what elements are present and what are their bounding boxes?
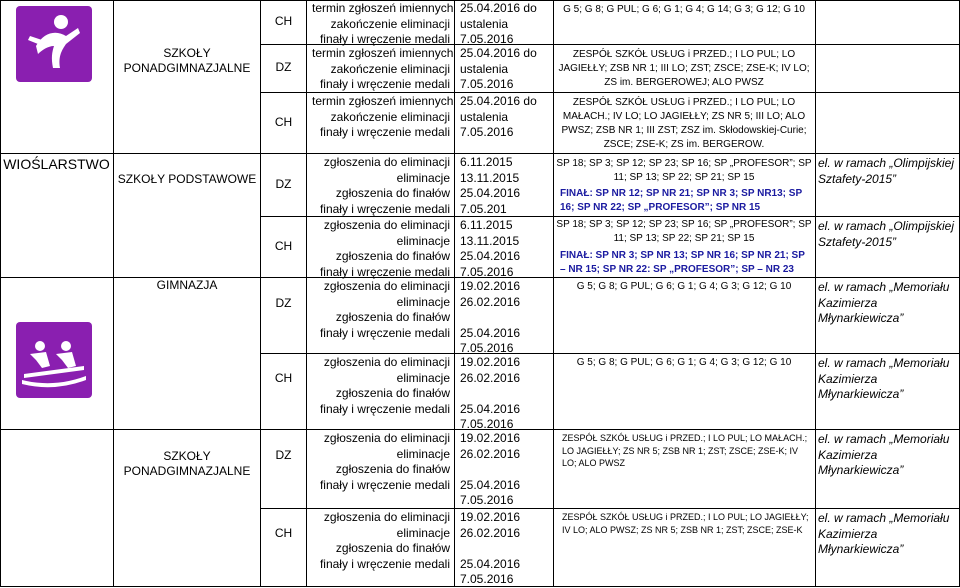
stage-item: zgłoszenia do finałów (335, 462, 450, 476)
gender-label: DZ (275, 60, 292, 75)
level-label: SZKOŁY PONADGIMNAZJALNE (123, 448, 251, 478)
date-item: 7.05.2016 (460, 341, 514, 355)
date-item: 25.04.2016 do (460, 94, 537, 108)
dates-list (460, 155, 550, 217)
level-label: SZKOŁY PONADGIMNAZJALNE (123, 45, 251, 75)
stage-item: zgłoszenia do eliminacji (323, 279, 450, 293)
date-item (460, 462, 550, 478)
col-divider (0, 0, 1, 587)
date-item: 6.11.2015 (460, 155, 513, 169)
dates-list (460, 510, 550, 588)
date-item: 25.04.2016 (460, 249, 521, 263)
stages-list (312, 279, 450, 341)
stage-item: zgłoszenia do eliminacji (323, 510, 450, 524)
stage-item: termin zgłoszeń imiennych (312, 94, 454, 108)
participants-text: G 5; G 8; G PUL; G 6; G 1; G 4; G 14; G 3; G 12; G 10 (563, 4, 805, 15)
stage-item: zgłoszenia do eliminacji (323, 431, 450, 445)
stages-list (312, 94, 454, 141)
stage-item: zakończenie eliminacji (330, 16, 450, 31)
gender-label: DZ (275, 176, 292, 191)
date-item: 7.05.2016 (460, 572, 514, 586)
gender-label: DZ (275, 448, 292, 463)
date-item: 7.05.2016 (460, 32, 514, 46)
final-text: FINAŁ: SP NR 3; SP NR 13; SP NR 16; SP NR 21; SP – NR 15; SP NR 22: SP „PROFESOR”; SP – NR 23 (560, 250, 805, 275)
date-item: 7.05.2016 (460, 417, 514, 431)
dates-list (460, 218, 550, 280)
date-item: 6.11.2015 (460, 218, 513, 232)
stage-item: eliminacje (396, 446, 450, 461)
stage-item: zgłoszenia do finałów (335, 186, 450, 200)
stage-item: zgłoszenia do finałów (335, 310, 450, 324)
date-item: 19.02.2016 (460, 431, 521, 445)
stage-item: finały i wręczenie medali (319, 477, 450, 492)
participants-text: SP 18; SP 3; SP 12; SP 23; SP 16; SP „PROFESOR”; SP 11; SP 13; SP 22; SP 21; SP 15 (556, 158, 812, 183)
col-divider (454, 0, 455, 587)
date-item: 7.05.2016 (460, 77, 514, 91)
date-item: ustalenia (460, 16, 509, 31)
stage-item: zakończenie eliminacji (330, 109, 450, 124)
stage-item: finały i wręczenie medali (319, 556, 450, 571)
stages-list (312, 355, 450, 417)
participants-text: G 5; G 8; G PUL; G 6; G 1; G 4; G 3; G 12; G 10 (576, 357, 792, 368)
remarks-text: el. w ramach „Memoriału Kazimierza Młynarkiewicza” (818, 432, 950, 477)
date-item: 25.04.2016 (460, 477, 521, 492)
remarks-text: el. w ramach „Memoriału Kazimierza Młynarkiewicza” (818, 511, 950, 556)
stage-item: eliminacje (396, 294, 450, 309)
col-divider (815, 0, 816, 587)
date-item: 7.05.2016 (460, 125, 514, 139)
remarks-text: el. w ramach „Olimpijskiej Sztafety-2015” (818, 156, 955, 186)
date-item: 7.05.2016 (460, 493, 514, 507)
gender-label: DZ (275, 295, 292, 310)
stage-item: eliminacje (396, 525, 450, 540)
rowing-logo-icon (16, 322, 92, 398)
stage-item: finały i wręczenie medali (319, 401, 450, 416)
level-label: SZKOŁY PODSTAWOWE (117, 172, 257, 187)
participants-text: SP 18; SP 3; SP 12; SP 23; SP 16; SP „PROFESOR”; SP 11; SP 13; SP 22; SP 21; SP 15 (556, 219, 812, 244)
date-item: 7.05.201 (460, 201, 507, 216)
gender-label: CH (274, 114, 293, 129)
stages-list (312, 218, 450, 280)
date-item: 7.05.2016 (460, 264, 514, 279)
date-item: 25.04.2016 (460, 556, 521, 571)
stage-item: zgłoszenia do eliminacji (323, 355, 450, 369)
dates-list (460, 1, 550, 48)
stage-item: finały i wręczenie medali (319, 264, 450, 279)
remarks-text: el. w ramach „Memoriału Kazimierza Młynarkiewicza” (818, 280, 950, 325)
gender-label: CH (274, 371, 293, 386)
stage-item: zgłoszenia do finałów (335, 541, 450, 555)
stage-item: termin zgłoszeń imiennych (312, 1, 454, 15)
dates-list (460, 355, 550, 433)
stage-item: eliminacje (396, 170, 450, 185)
date-item: 26.02.2016 (460, 370, 521, 385)
stage-item: finały i wręczenie medali (319, 77, 450, 91)
stage-item: eliminacje (396, 233, 450, 248)
stage-item: zgłoszenia do finałów (335, 386, 450, 400)
date-item: 25.04.2016 (460, 186, 521, 200)
participants-text: ZESPÓŁ SZKÓŁ USŁUG i PRZED.; I LO PUL; LO JAGIEŁŁY; IV LO; ALO PWSZ; ZS NR 5; ZSB NR 1; ZST; ZSCE; ZSE-K (562, 512, 809, 535)
stages-list (312, 431, 450, 493)
participants-text: ZESPÓŁ SZKÓŁ USŁUG i PRZED.; I LO PUL; LO MAŁACH.; LO JAGIEŁŁY; ZS NR 5; ZSB NR 1; ZST; ZSCE; ZSE-K; IV LO; ALO PWSZ (562, 433, 808, 468)
stage-item: finały i wręczenie medali (319, 125, 450, 139)
date-item: 19.02.2016 (460, 279, 521, 293)
date-item (460, 541, 550, 557)
date-item: 19.02.2016 (460, 510, 521, 524)
olympic-runner-logo-icon (16, 6, 92, 82)
participants-text: ZESPÓŁ SZKÓŁ USŁUG i PRZED.; I LO PUL; LO MAŁACH.; IV LO; LO JAGIEŁŁY; ZS NR 5; III LO; ALO PWSZ; ZSB NR 1; III ZST; ZSZ im. Skłodowskiej-Curie; ZSCE; ZSE-K; ZS im. BERGEROW. (561, 97, 807, 150)
stages-list (312, 510, 450, 572)
gender-label: CH (274, 238, 293, 253)
stages-list (312, 46, 454, 93)
dates-list (460, 94, 550, 141)
date-item: 26.02.2016 (460, 525, 521, 540)
row-divider (260, 353, 960, 354)
row-divider (260, 508, 960, 509)
stage-item: finały i wręczenie medali (319, 32, 450, 46)
gender-label: CH (274, 14, 293, 29)
row-divider (0, 153, 960, 154)
stage-item: zgłoszenia do eliminacji (323, 155, 450, 169)
remarks-text: el. w ramach „Memoriału Kazimierza Młynarkiewicza” (818, 356, 950, 401)
date-item: 26.02.2016 (460, 294, 521, 309)
level-label: GIMNAZJA (156, 278, 218, 293)
date-item (460, 310, 550, 326)
date-item: 13.11.2015 (460, 233, 520, 248)
dates-list (460, 431, 550, 509)
remarks-text: el. w ramach „Olimpijskiej Sztafety-2015” (818, 219, 955, 249)
stage-item: finały i wręczenie medali (319, 325, 450, 340)
date-item: 25.04.2016 (460, 325, 521, 340)
gender-label: CH (274, 526, 293, 541)
date-item: 25.04.2016 do (460, 1, 537, 15)
discipline-label: WIOŚLARSTWO (3, 156, 110, 173)
date-item: 26.02.2016 (460, 446, 521, 461)
stage-item: finały i wręczenie medali (319, 201, 450, 216)
date-item: 13.11.2015 (460, 170, 520, 185)
date-item (460, 386, 550, 402)
participants-text: ZESPÓŁ SZKÓŁ USŁUG i PRZED.; I LO PUL; LO JAGIEŁŁY; ZSB NR 1; III LO; ZST; ZSCE; ZSE-K; IV LO; ZS im. BERGEROWEJ; ALO PWSZ (558, 49, 810, 88)
date-item: ustalenia (460, 109, 509, 124)
stage-item: zakończenie eliminacji (330, 61, 450, 76)
final-text: FINAŁ: SP NR 12; SP NR 21; SP NR 3; SP NR13; SP 16; SP NR 22; SP „PROFESOR”; SP NR 15 (560, 188, 802, 213)
date-item: 25.04.2016 do (460, 46, 537, 60)
dates-list (460, 46, 550, 93)
stages-list (312, 1, 454, 48)
date-item: 19.02.2016 (460, 355, 521, 369)
dates-list (460, 279, 550, 357)
stage-item: zgłoszenia do eliminacji (323, 218, 450, 232)
col-divider (553, 0, 554, 587)
stage-item: termin zgłoszeń imiennych (312, 46, 454, 60)
date-item: 25.04.2016 (460, 401, 521, 416)
participants-text: G 5; G 8; G PUL; G 6; G 1; G 4; G 3; G 12; G 10 (576, 281, 792, 292)
date-item: ustalenia (460, 61, 509, 76)
stage-item: eliminacje (396, 370, 450, 385)
col-divider (306, 0, 307, 587)
stage-item: zgłoszenia do finałów (335, 249, 450, 263)
stages-list (312, 155, 450, 217)
